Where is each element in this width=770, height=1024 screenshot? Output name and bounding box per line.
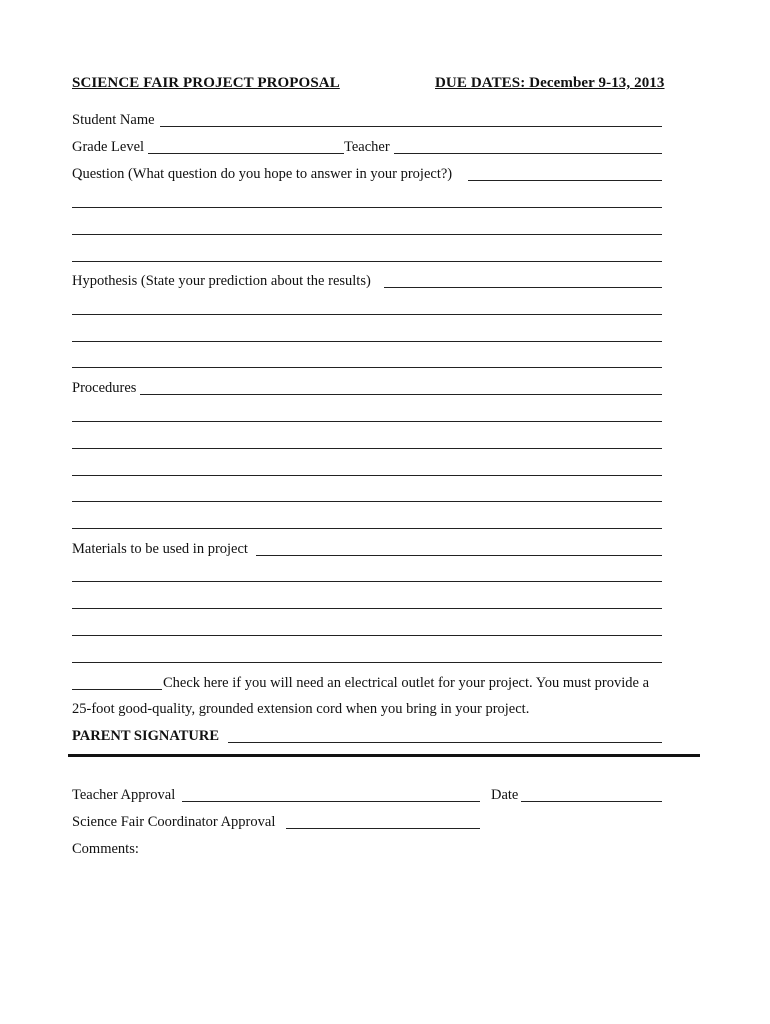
- procedures-line-5[interactable]: [72, 527, 662, 529]
- materials-line-3[interactable]: [72, 634, 662, 636]
- procedures-field[interactable]: [140, 393, 662, 395]
- comments-label: Comments:: [72, 841, 139, 857]
- teacher-label: Teacher: [344, 139, 390, 155]
- procedures-line-4[interactable]: [72, 500, 662, 502]
- hypothesis-line-2[interactable]: [72, 340, 662, 342]
- grade-level-label: Grade Level: [72, 139, 145, 155]
- teacher-field[interactable]: [394, 152, 662, 154]
- date-field[interactable]: [521, 800, 662, 802]
- student-name-label: Student Name: [72, 112, 155, 128]
- materials-label: Materials to be used in project: [72, 541, 248, 557]
- coordinator-approval-label: Science Fair Coordinator Approval: [72, 814, 276, 830]
- hypothesis-label: Hypothesis (State your prediction about the results): [72, 273, 371, 289]
- procedures-label: Procedures: [72, 380, 137, 396]
- procedures-line-2[interactable]: [72, 447, 662, 449]
- question-label: Question (What question do you hope to answer in your project?): [72, 166, 453, 182]
- hypothesis-line-3[interactable]: [72, 366, 662, 368]
- procedures-line-3[interactable]: [72, 474, 662, 476]
- electrical-outlet-checkbox[interactable]: [72, 688, 162, 690]
- materials-line-4[interactable]: [72, 661, 662, 663]
- parent-signature-field[interactable]: [228, 741, 662, 743]
- materials-field[interactable]: [256, 554, 662, 556]
- page-title: SCIENCE FAIR PROJECT PROPOSAL: [72, 75, 340, 91]
- grade-level-field[interactable]: [148, 152, 344, 154]
- procedures-line-1[interactable]: [72, 420, 662, 422]
- materials-line-1[interactable]: [72, 580, 662, 582]
- due-dates: DUE DATES: December 9-13, 2013: [435, 75, 665, 91]
- section-divider: [68, 754, 700, 757]
- coordinator-approval-field[interactable]: [286, 827, 480, 829]
- teacher-approval-label: Teacher Approval: [72, 787, 176, 803]
- materials-line-2[interactable]: [72, 607, 662, 609]
- question-field[interactable]: [468, 179, 662, 181]
- question-line-3[interactable]: [72, 260, 662, 262]
- student-name-field[interactable]: [160, 125, 662, 127]
- date-label: Date: [491, 787, 519, 803]
- hypothesis-line-1[interactable]: [72, 313, 662, 315]
- hypothesis-field[interactable]: [384, 286, 662, 288]
- question-line-2[interactable]: [72, 233, 662, 235]
- question-line-1[interactable]: [72, 206, 662, 208]
- parent-signature-label: PARENT SIGNATURE: [72, 728, 220, 744]
- electrical-outlet-text: Check here if you will need an electrical outlet for your project. You must provide a: [163, 675, 650, 691]
- teacher-approval-field[interactable]: [182, 800, 480, 802]
- extension-cord-text: 25-foot good-quality, grounded extension cord when you bring in your project.: [72, 701, 530, 717]
